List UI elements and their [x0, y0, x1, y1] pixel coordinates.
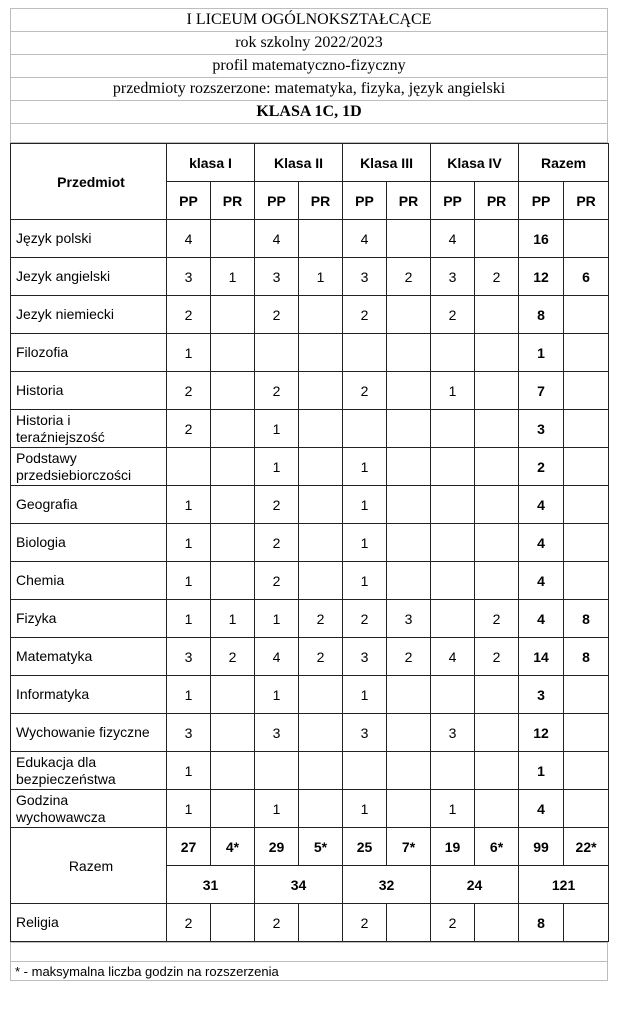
hours-cell: 2 — [475, 638, 519, 676]
hours-cell — [475, 296, 519, 334]
hours-cell: 4 — [431, 638, 475, 676]
hours-cell — [211, 676, 255, 714]
hours-cell — [431, 676, 475, 714]
hours-cell — [564, 752, 609, 790]
hours-cell — [211, 220, 255, 258]
hours-cell — [475, 904, 519, 942]
hours-cell — [387, 904, 431, 942]
table-row — [11, 524, 609, 562]
hours-cell — [167, 448, 211, 486]
subject-name: Historia i teraźniejszość — [11, 410, 167, 448]
hours-cell: 8 — [564, 638, 609, 676]
subheader-cell: PR — [211, 182, 255, 220]
hours-cell: 3 — [519, 676, 564, 714]
hours-cell: 8 — [519, 904, 564, 942]
hours-cell — [387, 676, 431, 714]
total-cell: 99 — [519, 828, 564, 866]
hours-cell — [211, 448, 255, 486]
hours-cell: 4 — [519, 486, 564, 524]
hours-cell: 1 — [299, 258, 343, 296]
hours-cell — [475, 220, 519, 258]
subject-name: Religia — [11, 904, 167, 942]
hours-cell — [211, 296, 255, 334]
hours-cell: 2 — [255, 904, 299, 942]
hours-cell: 2 — [167, 296, 211, 334]
hours-cell: 14 — [519, 638, 564, 676]
hours-cell: 4 — [519, 524, 564, 562]
header-row — [11, 144, 609, 182]
hours-cell — [564, 524, 609, 562]
hours-cell: 1 — [167, 752, 211, 790]
hours-cell: 3 — [255, 258, 299, 296]
extended-subjects: przedmioty rozszerzone: matematyka, fizyka, język angielski — [11, 78, 608, 101]
table-row — [11, 220, 609, 258]
table-row — [11, 296, 609, 334]
hours-cell: 12 — [519, 258, 564, 296]
table-row — [11, 410, 609, 448]
hours-cell — [387, 790, 431, 828]
hours-cell: 1 — [343, 562, 387, 600]
header-spacer — [11, 124, 608, 143]
hours-cell — [475, 676, 519, 714]
hours-cell: 2 — [299, 638, 343, 676]
hours-cell — [299, 562, 343, 600]
hours-cell — [564, 790, 609, 828]
hours-cell: 2 — [343, 372, 387, 410]
subject-header: Przedmiot — [11, 144, 167, 220]
footer-spacer — [11, 943, 608, 962]
hours-cell: 1 — [343, 676, 387, 714]
hours-cell: 4 — [255, 220, 299, 258]
hours-cell — [343, 752, 387, 790]
group-total-cell: 31 — [167, 866, 255, 904]
subject-name: Chemia — [11, 562, 167, 600]
hours-cell: 2 — [431, 904, 475, 942]
hours-cell: 2 — [431, 296, 475, 334]
hours-cell: 2 — [255, 296, 299, 334]
hours-cell: 4 — [343, 220, 387, 258]
hours-cell — [211, 372, 255, 410]
hours-cell: 2 — [343, 600, 387, 638]
hours-cell — [299, 714, 343, 752]
hours-cell: 3 — [343, 258, 387, 296]
hours-table — [10, 143, 609, 942]
group-header: Klasa III — [343, 144, 431, 182]
hours-cell: 7 — [519, 372, 564, 410]
hours-cell: 1 — [167, 334, 211, 372]
hours-cell — [564, 296, 609, 334]
hours-cell: 3 — [431, 258, 475, 296]
hours-cell — [387, 296, 431, 334]
group-total-cell: 34 — [255, 866, 343, 904]
total-cell: 27 — [167, 828, 211, 866]
totals-label: Razem — [11, 828, 167, 904]
subject-name: Biologia — [11, 524, 167, 562]
hours-cell — [431, 410, 475, 448]
hours-cell — [211, 334, 255, 372]
hours-cell: 1 — [255, 410, 299, 448]
subject-name: Historia — [11, 372, 167, 410]
hours-cell — [387, 524, 431, 562]
hours-cell: 1 — [343, 790, 387, 828]
subject-name: Język polski — [11, 220, 167, 258]
hours-cell — [211, 904, 255, 942]
hours-cell — [211, 714, 255, 752]
hours-cell — [387, 752, 431, 790]
hours-cell: 2 — [167, 904, 211, 942]
hours-cell: 4 — [255, 638, 299, 676]
hours-cell: 2 — [167, 372, 211, 410]
subject-name: Filozofia — [11, 334, 167, 372]
hours-cell: 1 — [343, 486, 387, 524]
hours-cell — [475, 562, 519, 600]
group-total-cell: 121 — [519, 866, 609, 904]
school-name: I LICEUM OGÓLNOKSZTAŁCĄCE — [11, 9, 608, 32]
hours-cell — [475, 410, 519, 448]
hours-cell: 2 — [343, 296, 387, 334]
hours-cell — [564, 372, 609, 410]
hours-cell — [299, 410, 343, 448]
subheader-cell: PR — [299, 182, 343, 220]
profile-name: profil matematyczno-fizyczny — [11, 55, 608, 78]
hours-cell: 3 — [167, 638, 211, 676]
hours-cell — [475, 524, 519, 562]
hours-cell: 2 — [255, 524, 299, 562]
hours-cell: 1 — [519, 334, 564, 372]
hours-cell: 3 — [255, 714, 299, 752]
hours-cell — [299, 676, 343, 714]
hours-cell: 2 — [211, 638, 255, 676]
hours-cell — [431, 334, 475, 372]
hours-cell: 3 — [343, 638, 387, 676]
subject-name: Jezyk niemiecki — [11, 296, 167, 334]
hours-cell — [299, 220, 343, 258]
hours-cell — [211, 752, 255, 790]
hours-cell: 2 — [475, 600, 519, 638]
subheader-cell: PP — [519, 182, 564, 220]
hours-cell: 1 — [255, 600, 299, 638]
hours-cell: 16 — [519, 220, 564, 258]
table-row — [11, 676, 609, 714]
hours-cell — [475, 448, 519, 486]
hours-cell — [475, 714, 519, 752]
subject-name: Podstawy przedsiebiorczości — [11, 448, 167, 486]
group-header: Klasa II — [255, 144, 343, 182]
hours-cell: 3 — [167, 258, 211, 296]
group-header: Razem — [519, 144, 609, 182]
hours-cell — [431, 524, 475, 562]
hours-cell — [564, 676, 609, 714]
table-row — [11, 258, 609, 296]
table-row — [11, 372, 609, 410]
table-row — [11, 752, 609, 790]
hours-cell: 1 — [343, 448, 387, 486]
total-cell: 19 — [431, 828, 475, 866]
hours-cell: 4 — [519, 790, 564, 828]
subheader-cell: PP — [343, 182, 387, 220]
table-row — [11, 562, 609, 600]
hours-cell: 1 — [167, 600, 211, 638]
hours-cell — [211, 562, 255, 600]
subheader-cell: PP — [167, 182, 211, 220]
hours-cell: 1 — [255, 790, 299, 828]
hours-cell — [211, 486, 255, 524]
hours-cell — [299, 486, 343, 524]
hours-cell — [475, 334, 519, 372]
hours-cell — [431, 448, 475, 486]
hours-cell: 4 — [519, 562, 564, 600]
hours-cell: 3 — [387, 600, 431, 638]
hours-cell — [299, 448, 343, 486]
subject-name: Jezyk angielski — [11, 258, 167, 296]
table-row — [11, 638, 609, 676]
subject-name: Matematyka — [11, 638, 167, 676]
hours-cell: 3 — [343, 714, 387, 752]
hours-cell: 4 — [431, 220, 475, 258]
total-cell: 4* — [211, 828, 255, 866]
hours-cell — [475, 486, 519, 524]
table-row — [11, 448, 609, 486]
hours-cell — [387, 334, 431, 372]
hours-cell — [564, 486, 609, 524]
subject-name: Godzina wychowawcza — [11, 790, 167, 828]
hours-cell: 8 — [519, 296, 564, 334]
hours-cell: 2 — [387, 638, 431, 676]
hours-cell — [387, 410, 431, 448]
table-row — [11, 600, 609, 638]
hours-cell: 3 — [519, 410, 564, 448]
subject-name: Wychowanie fizyczne — [11, 714, 167, 752]
class-title: KLASA 1C, 1D — [11, 101, 608, 124]
table-row — [11, 486, 609, 524]
subject-name: Informatyka — [11, 676, 167, 714]
hours-cell: 8 — [564, 600, 609, 638]
hours-cell — [387, 714, 431, 752]
subject-name: Fizyka — [11, 600, 167, 638]
hours-cell — [431, 562, 475, 600]
hours-cell: 1 — [519, 752, 564, 790]
hours-cell — [564, 904, 609, 942]
hours-cell: 1 — [167, 524, 211, 562]
hours-cell: 2 — [167, 410, 211, 448]
hours-cell: 2 — [299, 600, 343, 638]
total-cell: 6* — [475, 828, 519, 866]
table-row — [11, 714, 609, 752]
hours-cell — [343, 410, 387, 448]
hours-cell: 12 — [519, 714, 564, 752]
hours-cell: 1 — [343, 524, 387, 562]
subject-name: Edukacja dla bezpieczeństwa — [11, 752, 167, 790]
total-cell: 29 — [255, 828, 299, 866]
hours-cell — [299, 524, 343, 562]
religion-row — [11, 904, 609, 942]
hours-cell — [387, 448, 431, 486]
hours-cell — [475, 752, 519, 790]
hours-cell: 1 — [255, 676, 299, 714]
hours-cell — [387, 220, 431, 258]
table-row — [11, 790, 609, 828]
timetable-sheet — [10, 8, 608, 981]
hours-cell: 2 — [475, 258, 519, 296]
hours-cell: 1 — [167, 562, 211, 600]
hours-cell — [564, 334, 609, 372]
hours-cell — [255, 752, 299, 790]
total-cell: 7* — [387, 828, 431, 866]
hours-cell — [211, 410, 255, 448]
hours-cell: 2 — [255, 486, 299, 524]
hours-cell: 2 — [255, 372, 299, 410]
hours-cell — [299, 372, 343, 410]
subject-name: Geografia — [11, 486, 167, 524]
group-header: klasa I — [167, 144, 255, 182]
hours-cell: 6 — [564, 258, 609, 296]
hours-cell: 4 — [167, 220, 211, 258]
hours-cell: 3 — [167, 714, 211, 752]
hours-cell — [299, 296, 343, 334]
header-table — [10, 8, 608, 143]
school-year: rok szkolny 2022/2023 — [11, 32, 608, 55]
table-row — [11, 334, 609, 372]
hours-cell — [299, 790, 343, 828]
hours-cell: 1 — [255, 448, 299, 486]
hours-cell: 1 — [431, 372, 475, 410]
hours-cell: 4 — [519, 600, 564, 638]
hours-cell: 1 — [211, 600, 255, 638]
hours-cell: 1 — [211, 258, 255, 296]
hours-cell — [475, 372, 519, 410]
hours-cell — [564, 220, 609, 258]
hours-cell — [387, 486, 431, 524]
hours-cell — [387, 372, 431, 410]
hours-cell: 2 — [387, 258, 431, 296]
hours-cell: 2 — [255, 562, 299, 600]
hours-cell: 1 — [431, 790, 475, 828]
hours-cell: 1 — [167, 790, 211, 828]
subheader-cell: PR — [475, 182, 519, 220]
group-total-cell: 24 — [431, 866, 519, 904]
hours-cell — [299, 904, 343, 942]
group-header: Klasa IV — [431, 144, 519, 182]
hours-cell: 1 — [167, 676, 211, 714]
hours-cell — [299, 752, 343, 790]
hours-cell — [431, 486, 475, 524]
hours-cell — [564, 562, 609, 600]
hours-cell — [255, 334, 299, 372]
total-cell: 22* — [564, 828, 609, 866]
hours-cell — [475, 790, 519, 828]
hours-cell — [431, 600, 475, 638]
hours-cell — [431, 752, 475, 790]
total-cell: 25 — [343, 828, 387, 866]
hours-cell — [299, 334, 343, 372]
subheader-cell: PR — [387, 182, 431, 220]
hours-cell — [211, 790, 255, 828]
total-cell: 5* — [299, 828, 343, 866]
hours-cell — [564, 714, 609, 752]
hours-cell: 2 — [519, 448, 564, 486]
subheader-cell: PP — [431, 182, 475, 220]
footer-table — [10, 942, 608, 981]
hours-cell: 3 — [431, 714, 475, 752]
subheader-cell: PP — [255, 182, 299, 220]
hours-cell — [387, 562, 431, 600]
hours-cell — [564, 448, 609, 486]
footnote: * - maksymalna liczba godzin na rozszerzenia — [11, 962, 608, 981]
hours-cell — [343, 334, 387, 372]
hours-cell: 1 — [167, 486, 211, 524]
totals-row — [11, 828, 609, 866]
hours-cell — [211, 524, 255, 562]
hours-cell: 2 — [343, 904, 387, 942]
group-total-cell: 32 — [343, 866, 431, 904]
hours-cell — [564, 410, 609, 448]
subheader-cell: PR — [564, 182, 609, 220]
